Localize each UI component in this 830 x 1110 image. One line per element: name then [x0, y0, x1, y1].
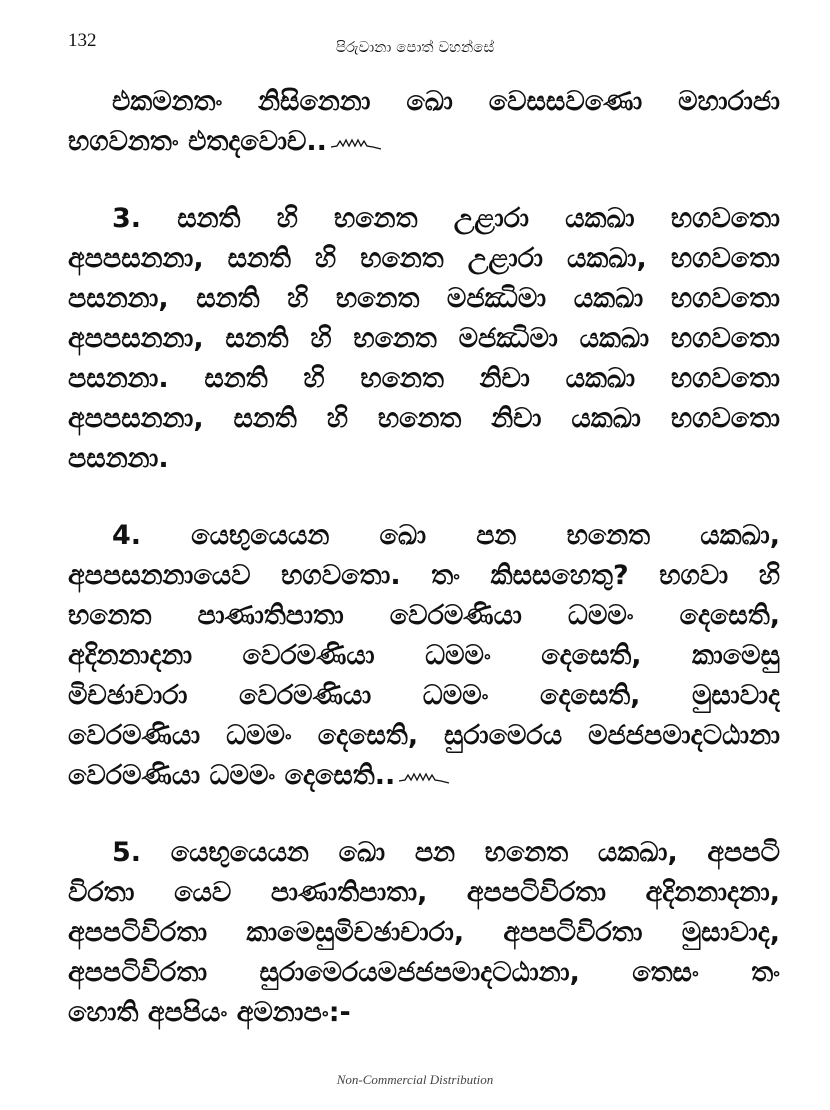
- squiggle-mark-icon: [397, 768, 453, 786]
- body-text: [68, 82, 780, 1070]
- text-line-content: භගවනතං එතදවොච..: [68, 126, 327, 157]
- paragraph-4: [68, 833, 780, 1033]
- text-line: මිචඡාචාරා වෙරමණියා ධමමං දෙසෙති, මුසාවාද: [68, 680, 780, 711]
- text-line-content: වෙරමණියා ධමමං දෙසෙති..: [68, 760, 396, 791]
- text-line: [68, 756, 780, 796]
- text-line: අදිනනාදනා වෙරමණියා ධමමං දෙසෙති, කාමෙසු: [68, 640, 780, 671]
- footer-distribution-note: Non-Commercial Distribution: [336, 1072, 494, 1087]
- text-line: 4. යෙභුයෙයන ඛො පන භනෙත යකඛා,: [112, 520, 780, 551]
- text-line: පසනනා. සනති හි භනෙත නිචා යකඛා භගවතො: [68, 363, 780, 394]
- text-line: [68, 122, 780, 162]
- text-line: පසනනා.: [68, 443, 169, 474]
- text-line: අපපසනනා, සනති හි භනෙත මජඣිමා යකඛා භගවතො: [68, 323, 780, 354]
- text-line: 3. සනති හි භනෙත උළාරා යකඛා භගවතො: [112, 203, 780, 234]
- text-line: භනෙත පාණාතිපාතා වෙරමණියා ධමමං දෙසෙති,: [68, 600, 780, 631]
- text-line: එකමනතං නිසිනෙනා ඛො වෙසසවණො මහාරාජා: [112, 86, 780, 117]
- text-line: වෙරමණියා ධමමං දෙසෙති, සුරාමෙරය මජජපමාදටඨානා: [68, 720, 780, 751]
- paragraph-2: [68, 199, 780, 479]
- text-line: අපපසනනා, සනති හි භනෙත නිචා යකඛා භගවතො: [68, 403, 780, 434]
- text-line: විරතා යෙව පාණාතිපාතා, අපපටිවිරතා අදිනනාදනා,: [68, 877, 780, 908]
- text-line: අපපසනනා, සනති හි භනෙත උළාරා යකඛා, භගවතො: [68, 243, 780, 274]
- text-line: පසනනා, සනති හි භනෙත මජඣිමා යකඛා භගවතො: [68, 283, 780, 314]
- running-header: පිරුවානා පොත් වහන්සේ: [335, 38, 495, 56]
- squiggle-mark-icon: [329, 134, 385, 152]
- text-line: 5. යෙභුයෙයන ඛො පන භනෙත යකඛා, අපපටි: [112, 837, 780, 868]
- text-line: අපපටිවිරතා කාමෙසුමිචඡාචාරා, අපපටිවිරතා මුසාවාද,: [68, 917, 780, 948]
- page-number: 132: [68, 30, 97, 51]
- text-line: අපපසනනායෙව භගවතො. තං කිසසහෙතු? භගවා හි: [68, 560, 780, 591]
- paragraph-1: [68, 82, 780, 162]
- paragraph-3: [68, 516, 780, 796]
- text-line: හොති අපපියං අමනාපං:-: [68, 997, 351, 1028]
- text-line: අපපටිවිරතා සුරාමෙරයමජජපමාදටඨානා, තෙසං තං: [68, 957, 780, 988]
